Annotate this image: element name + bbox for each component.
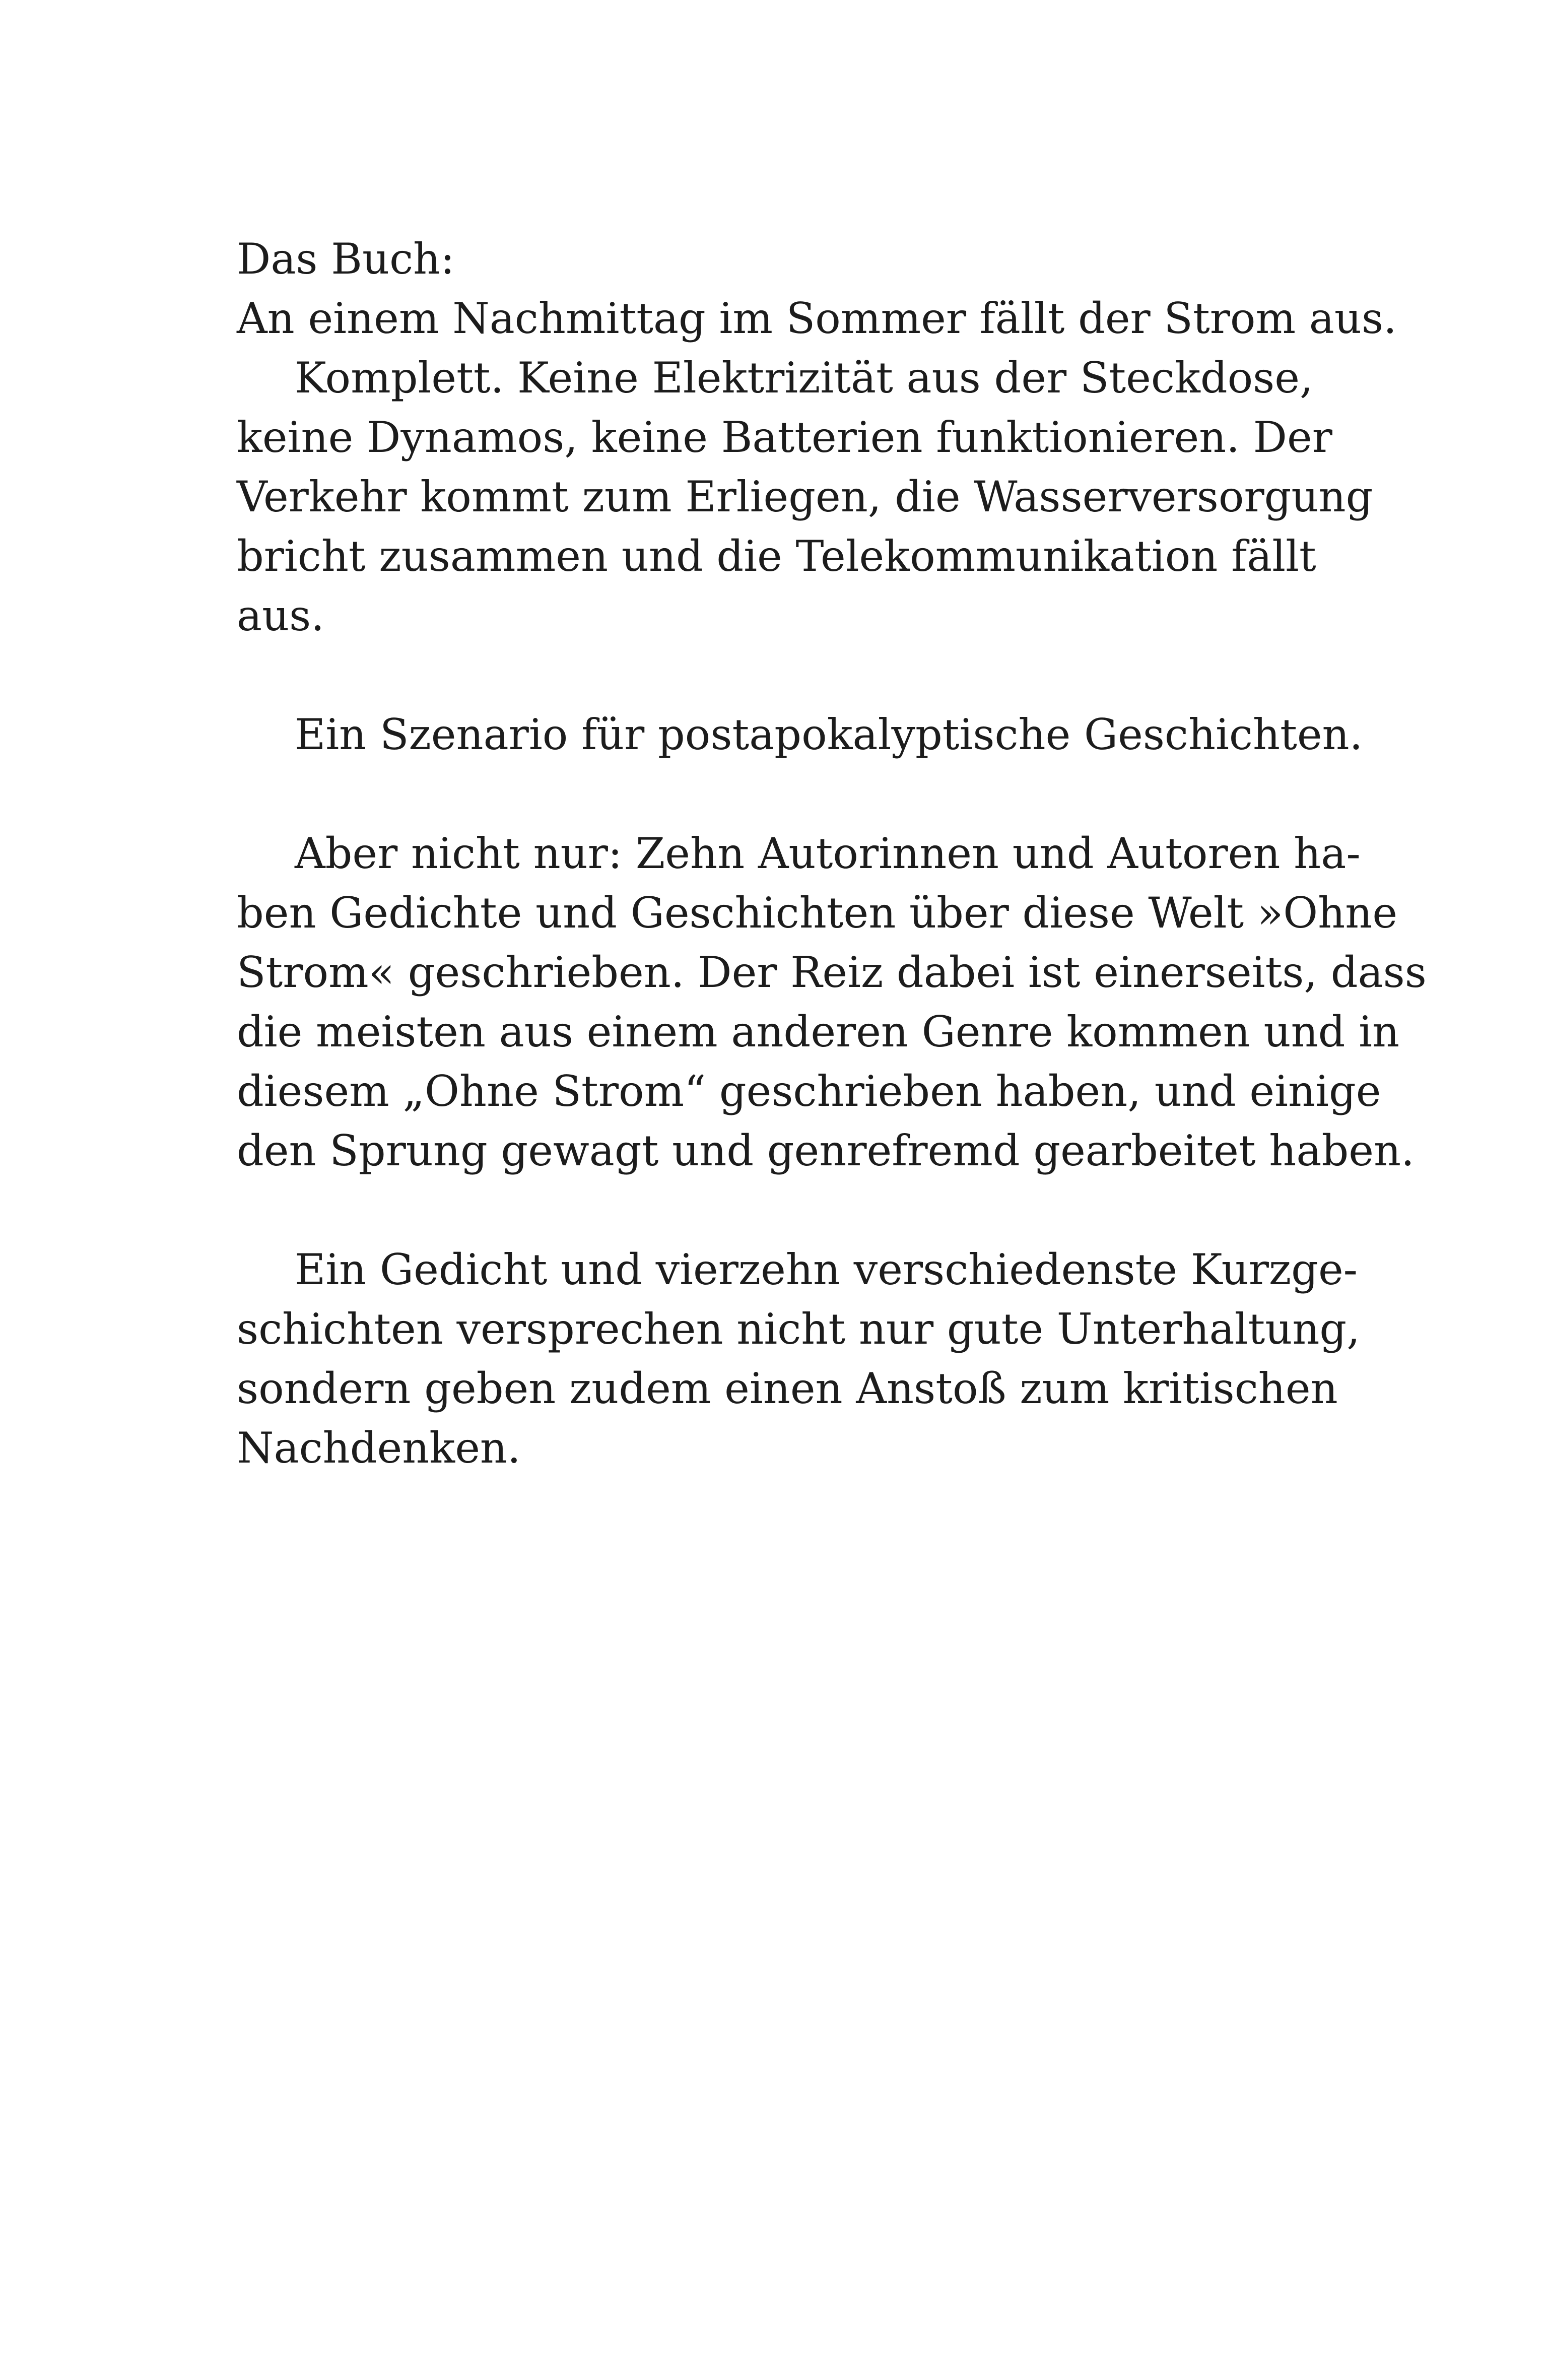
paragraph-2-line-4: bricht zusammen und die Telekommunikation fällt: [237, 532, 1316, 581]
paragraph-4-line-2: ben Gedichte und Geschichten über diese Welt »Ohne: [237, 888, 1398, 938]
paragraph-5-line-2: schichten versprechen nicht nur gute Unterhaltung,: [237, 1304, 1360, 1354]
paragraph-2-line-5: aus.: [237, 591, 324, 640]
paragraph-5-line-1: Ein Gedicht und vierzehn verschiedenste Kurzge-: [295, 1245, 1358, 1294]
paragraph-1-line-1: An einem Nachmittag im Sommer fällt der Strom aus.: [237, 294, 1397, 343]
paragraph-2-line-3: Verkehr kommt zum Erliegen, die Wasserversorgung: [237, 472, 1373, 521]
heading: Das Buch:: [237, 234, 455, 284]
paragraph-5-line-4: Nachdenken.: [237, 1423, 521, 1473]
paragraph-4-line-4: die meisten aus einem anderen Genre kommen und in: [237, 1007, 1400, 1056]
paragraph-3-line-1: Ein Szenario für postapokalyptische Geschichten.: [295, 710, 1363, 759]
paragraph-4-line-5: diesem „Ohne Strom“ geschrieben haben, und einige: [237, 1067, 1381, 1116]
paragraph-4-line-3: Strom« geschrieben. Der Reiz dabei ist einerseits, dass: [237, 948, 1427, 997]
paragraph-5-line-3: sondern geben zudem einen Anstoß zum kritischen: [237, 1364, 1338, 1413]
paragraph-4-line-1: Aber nicht nur: Zehn Autorinnen und Autoren ha-: [295, 829, 1361, 878]
paragraph-4-line-6: den Sprung gewagt und genrefremd gearbeitet haben.: [237, 1126, 1415, 1175]
paragraph-2-line-1: Komplett. Keine Elektrizität aus der Steckdose,: [295, 353, 1313, 403]
paragraph-2-line-2: keine Dynamos, keine Batterien funktionieren. Der: [237, 413, 1332, 462]
